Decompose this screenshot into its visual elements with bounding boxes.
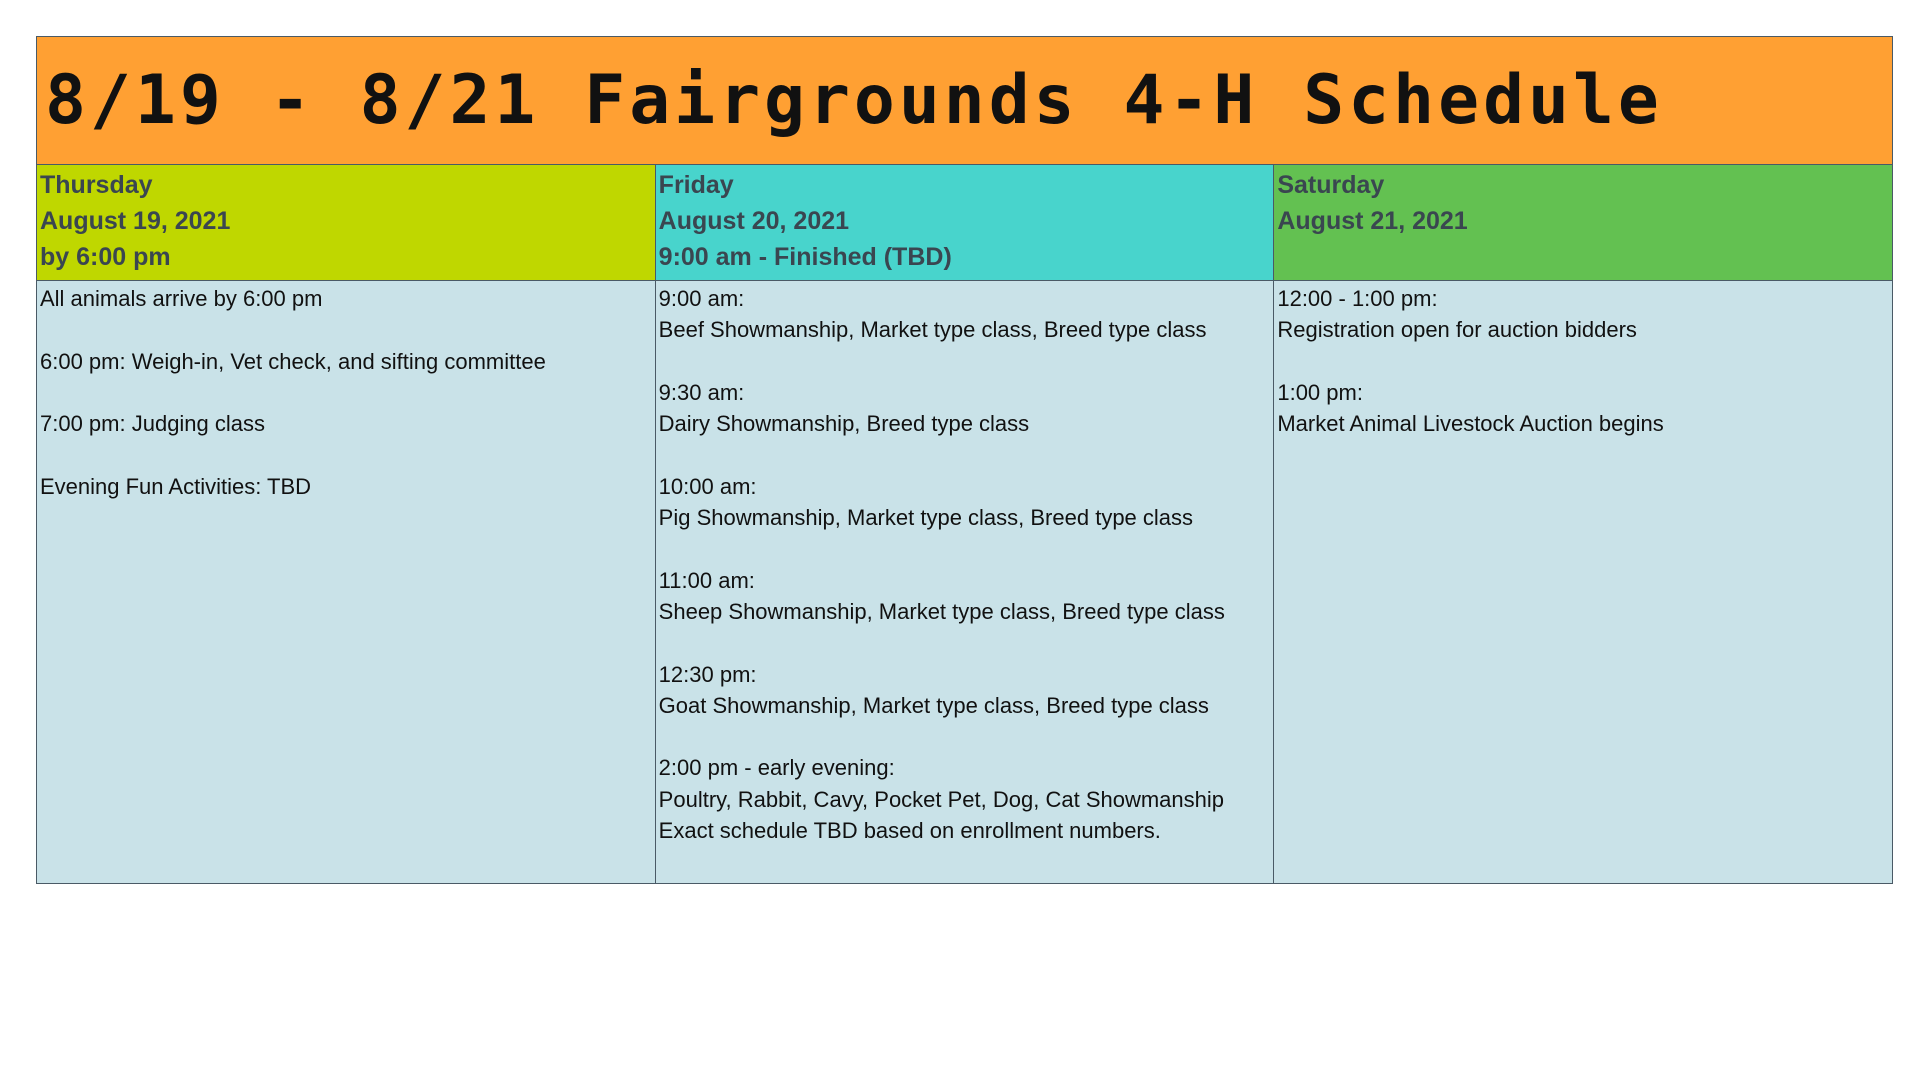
- event-time: 2:00 pm - early evening:: [658, 755, 895, 781]
- day-name: Friday: [658, 171, 734, 199]
- event-details: Registration open for auction bidders: [1277, 317, 1637, 343]
- saturday-events: [1273, 281, 1892, 883]
- thursday-header: [37, 165, 655, 281]
- event-time: 11:00 am:: [658, 567, 755, 593]
- thursday-events: [37, 281, 655, 883]
- event-details: Dairy Showmanship, Breed type class: [658, 411, 1030, 437]
- event-details: Sheep Showmanship, Market type class, Breed type class: [658, 598, 1225, 624]
- day-name: Thursday: [40, 171, 153, 199]
- day-date: August 19, 2021: [40, 207, 231, 235]
- event-line: 6:00 pm: Weigh-in, Vet check, and sifting committee: [40, 348, 546, 374]
- event-details: Beef Showmanship, Market type class, Breed type class: [658, 317, 1207, 343]
- day-name: Saturday: [1277, 171, 1385, 199]
- day-date: August 21, 2021: [1277, 207, 1468, 235]
- event-details: Market Animal Livestock Auction begins: [1277, 411, 1664, 437]
- event-details: Goat Showmanship, Market type class, Breed type class: [658, 692, 1209, 718]
- day-date: August 20, 2021: [658, 207, 850, 235]
- page-title: 8/19 - 8/21 Fairgrounds 4-H Schedule: [45, 61, 1663, 140]
- schedule-table: [36, 36, 1893, 884]
- event-time: 12:00 - 1:00 pm:: [1277, 286, 1438, 311]
- event-time: 1:00 pm:: [1277, 379, 1363, 405]
- event-line: 7:00 pm: Judging class: [40, 411, 266, 437]
- day-time: by 6:00 pm: [40, 243, 171, 271]
- friday-events: [655, 281, 1274, 883]
- event-time: 9:30 am:: [658, 379, 745, 405]
- day-header-row: [37, 165, 1892, 281]
- saturday-header: [1273, 165, 1892, 281]
- event-time: 12:30 pm:: [658, 661, 757, 687]
- event-line: Evening Fun Activities: TBD: [40, 473, 312, 499]
- event-details: Pig Showmanship, Market type class, Breed type class: [658, 505, 1194, 531]
- event-time: 9:00 am:: [658, 286, 745, 311]
- friday-header: [655, 165, 1274, 281]
- event-line: All animals arrive by 6:00 pm: [40, 286, 323, 311]
- day-time: 9:00 am - Finished (TBD): [658, 243, 952, 271]
- title-banner: [37, 37, 1892, 165]
- event-time: 10:00 am:: [658, 473, 757, 499]
- event-details: Exact schedule TBD based on enrollment numbers.: [658, 818, 1161, 844]
- event-details: Poultry, Rabbit, Cavy, Pocket Pet, Dog, Cat Showmanship: [658, 786, 1225, 812]
- day-body-row: [37, 281, 1892, 883]
